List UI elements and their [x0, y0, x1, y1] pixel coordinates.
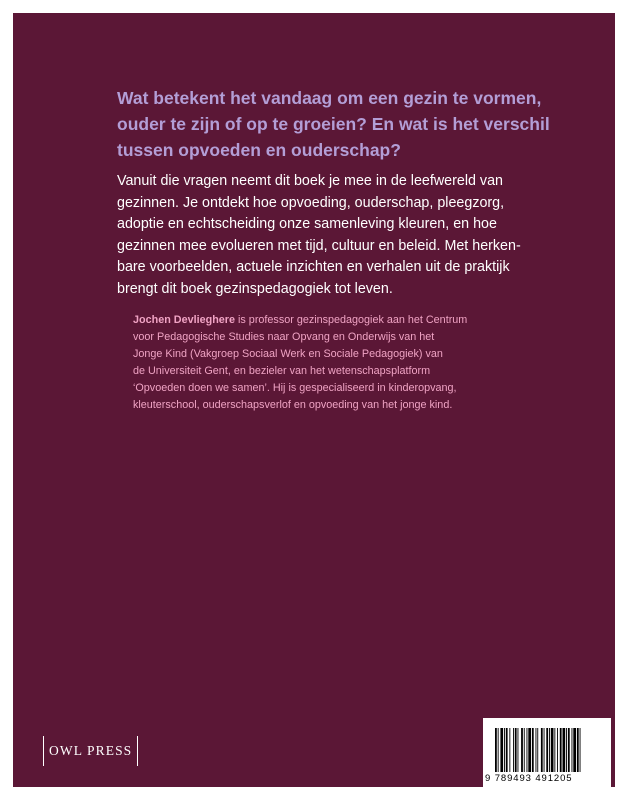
publisher-name: OWL PRESS	[49, 743, 133, 758]
barcode-bar	[524, 728, 525, 772]
logo-divider	[137, 736, 138, 766]
author-bio-text: is professor gezinspedagogiek aan het Centrum	[235, 314, 468, 326]
barcode-icon	[495, 728, 599, 772]
barcode-bar	[498, 728, 499, 772]
author-bio	[133, 312, 543, 414]
barcode-bar	[513, 728, 514, 772]
barcode-bar	[495, 728, 497, 772]
barcode-bar	[557, 728, 558, 772]
author-name: Jochen Devlieghere	[133, 314, 236, 326]
barcode-bar	[518, 728, 519, 772]
barcode-bar	[551, 728, 554, 772]
barcode-bar	[572, 728, 573, 772]
barcode-bar	[560, 728, 562, 772]
description-line: gezinnen mee evolueren met tijd, cultuur en beleid. Met herken-	[117, 237, 521, 254]
barcode-bar	[577, 728, 579, 772]
author-bio-line: Jonge Kind (Vakgroep Sociaal Werk en Sociale Pedagogiek) van	[133, 348, 443, 360]
barcode-bar	[527, 728, 528, 772]
barcode-bar	[541, 728, 543, 772]
description-line: gezinnen. Je ontdekt hoe opvoeding, ouderschap, pleegzorg,	[117, 194, 505, 211]
isbn-barcode	[483, 718, 611, 789]
barcode-bar	[515, 728, 517, 772]
barcode-bar	[504, 728, 505, 772]
author-bio-line	[133, 312, 543, 329]
barcode-bar	[554, 728, 555, 772]
barcode-bar	[573, 728, 576, 772]
back-cover	[13, 13, 615, 787]
barcode-bar	[536, 728, 537, 772]
barcode-bar	[549, 728, 550, 772]
description-line: brengt dit boek gezinspedagogiek tot leven.	[117, 280, 393, 297]
barcode-bar	[532, 728, 534, 772]
barcode-bar	[506, 728, 508, 772]
book-description	[117, 171, 547, 300]
author-bio-line: voor Pedagogische Studies naar Opvang en Onderwijs van het	[133, 331, 435, 343]
barcode-bar	[568, 728, 570, 772]
description-line: adoptie en echtscheiding onze samenleving kleuren, en hoe	[117, 216, 497, 232]
description-line: bare voorbeelden, actuele inzichten en verhalen uit de praktijk	[117, 259, 510, 275]
barcode-bar	[521, 728, 523, 772]
barcode-bar	[566, 728, 567, 772]
barcode-bar	[509, 728, 510, 772]
barcode-bar	[563, 728, 566, 772]
barcode-bar	[528, 728, 531, 772]
description-line: Vanuit die vragen neemt dit boek je mee in de leefwereld van	[117, 173, 503, 189]
publisher-logo	[43, 736, 138, 766]
barcode-bar	[580, 728, 581, 772]
author-bio-line: de Universiteit Gent, en bezieler van het wetenschapsplatform	[133, 365, 431, 377]
author-bio-line: ‘Opvoeden doen we samen’. Hij is gespecialiseerd in kinderopvang,	[133, 382, 457, 394]
barcode-bar	[544, 728, 545, 772]
question-line: tussen opvoeden en ouderschap?	[117, 140, 401, 160]
cover-question	[117, 85, 550, 163]
question-line: ouder te zijn of op te groeien? En wat is het verschil	[117, 114, 550, 134]
isbn-number: 9 789493 491205	[485, 773, 573, 784]
author-bio-line: kleuterschool, ouderschapsverlof en opvoeding van het jonge kind.	[133, 399, 453, 411]
question-line: Wat betekent het vandaag om een gezin te vormen,	[117, 88, 542, 108]
barcode-bar	[500, 728, 503, 772]
barcode-bar	[537, 728, 538, 772]
barcode-bar	[546, 728, 548, 772]
